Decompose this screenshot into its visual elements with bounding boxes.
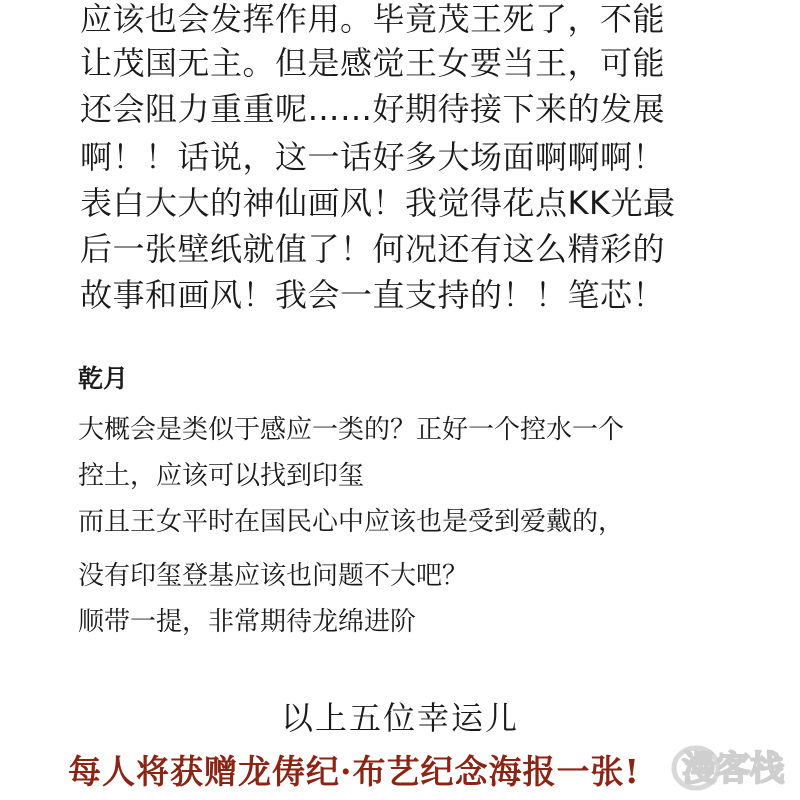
- watermark-logo: [668, 738, 796, 796]
- reply-line: 而且王女平时在国民心中应该也是受到爱戴的，: [78, 507, 625, 537]
- comment-line: 表白大大的神仙画风！我觉得花点KK光最: [80, 184, 676, 222]
- comment-line: 应该也会发挥作用。毕竟茂王死了，不能: [80, 0, 666, 38]
- comment-line: 啊！！话说，这一话好多大场面啊啊啊！: [80, 138, 666, 176]
- watermark-text: 漫客栈: [682, 749, 784, 789]
- comment-line: 后一张壁纸就值了！何况还有这么精彩的: [80, 230, 666, 268]
- winners-caption: 以上五位幸运儿: [280, 699, 519, 737]
- reply-author-name: 乾月: [78, 364, 129, 393]
- reply-line: 没有印玺登基应该也问题不大吧？: [78, 561, 469, 591]
- prize-announcement: 每人将获赠龙俦纪·布艺纪念海报一张!: [68, 752, 640, 791]
- comment-line: 故事和画风！我会一直支持的！！笔芯！: [80, 276, 666, 314]
- reply-line: 控土，应该可以找到印玺: [78, 461, 365, 491]
- comment-line: 还会阻力重重呢……好期待接下来的发展: [80, 90, 666, 128]
- reply-line: 顺带一提，非常期待龙绵进阶: [78, 607, 417, 637]
- watermark-logo-graphic: [668, 738, 796, 796]
- reply-line: 大概会是类似于感应一类的？正好一个控水一个: [78, 415, 625, 445]
- comment-line: 让茂国无主。但是感觉王女要当王，可能: [80, 44, 666, 82]
